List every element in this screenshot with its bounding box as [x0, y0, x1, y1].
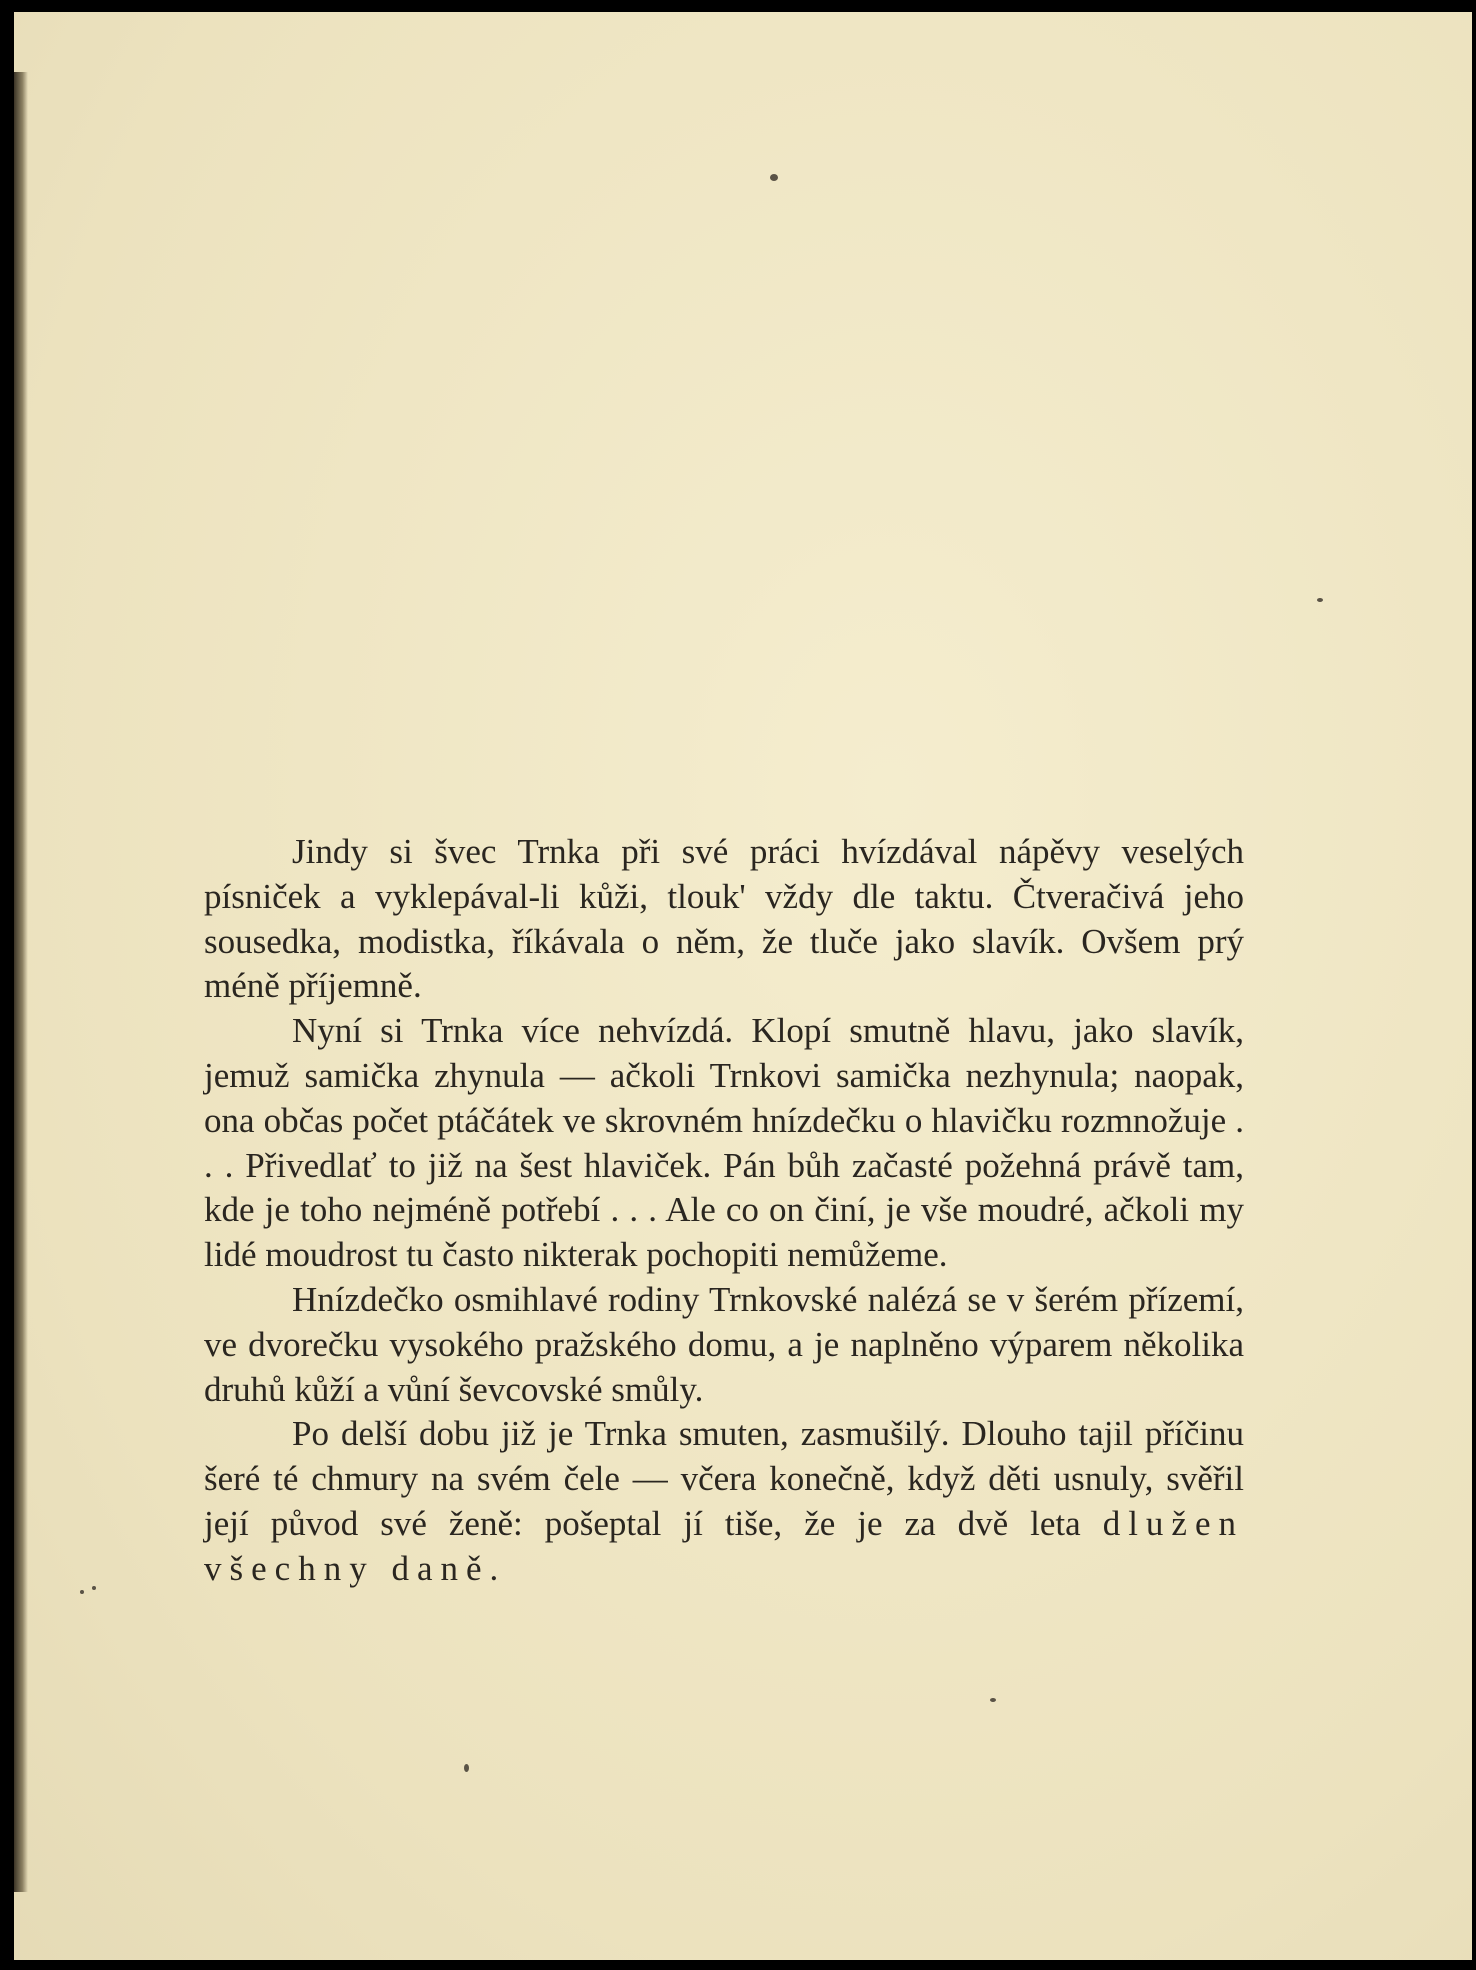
paragraph-text: Po delší dobu již je Trnka smuten, zasmušilý. Dlouho tajil příčinu šeré té chmury na svém čele — včera konečně, když děti usnuly, svěřil její původ své ženě: pošeptal jí tiše, že je za dvě leta	[204, 1414, 1244, 1543]
paragraph: Jindy si švec Trnka při své práci hvízdával nápěvy veselých písniček a vyklepával-li kůži, tlouk' vždy dle taktu. Čtveračivá jeho sousedka, modistka, říkávala o něm, že tluče jako slavík. Ovšem prý méně příjemně.	[204, 832, 1244, 1006]
book-page	[14, 12, 1472, 1960]
paragraph: Hnízdečko osmihlavé rodiny Trnkovské nalézá se v šerém přízemí, ve dvorečku vysokého pražského domu, a je naplněno výparem několika druhů kůží a vůní ševcovské smůly.	[204, 1279, 1244, 1409]
ink-speck	[92, 1586, 96, 1590]
ink-speck	[464, 1764, 469, 1772]
ink-speck	[990, 1698, 996, 1702]
paragraph: Nyní si Trnka více nehvízdá. Klopí smutně hlavu, jako slavík, jemuž samička zhynula — ačkoli Trnkovi samička nezhynula; naopak, ona občas počet ptáčátek ve skrovném hnízdečku o hlavičku rozmnožuje . . . Přivedlať to již na šest hlaviček. Pán bůh začasté požehná právě tam, kde je toho nejméně potřebí . . . Ale co on činí, je vše moudré, ačkoli my lidé moudrost tu často nikterak pochopiti nemůžeme.	[204, 1011, 1244, 1275]
page-spine-shadow	[14, 72, 28, 1892]
ink-speck	[80, 1590, 84, 1594]
ink-speck	[770, 174, 778, 181]
paragraph	[204, 1412, 1244, 1591]
emphasized-text: dlužen všechny daně.	[204, 1503, 1244, 1588]
ink-speck	[1317, 598, 1323, 602]
body-text	[204, 830, 1244, 1592]
